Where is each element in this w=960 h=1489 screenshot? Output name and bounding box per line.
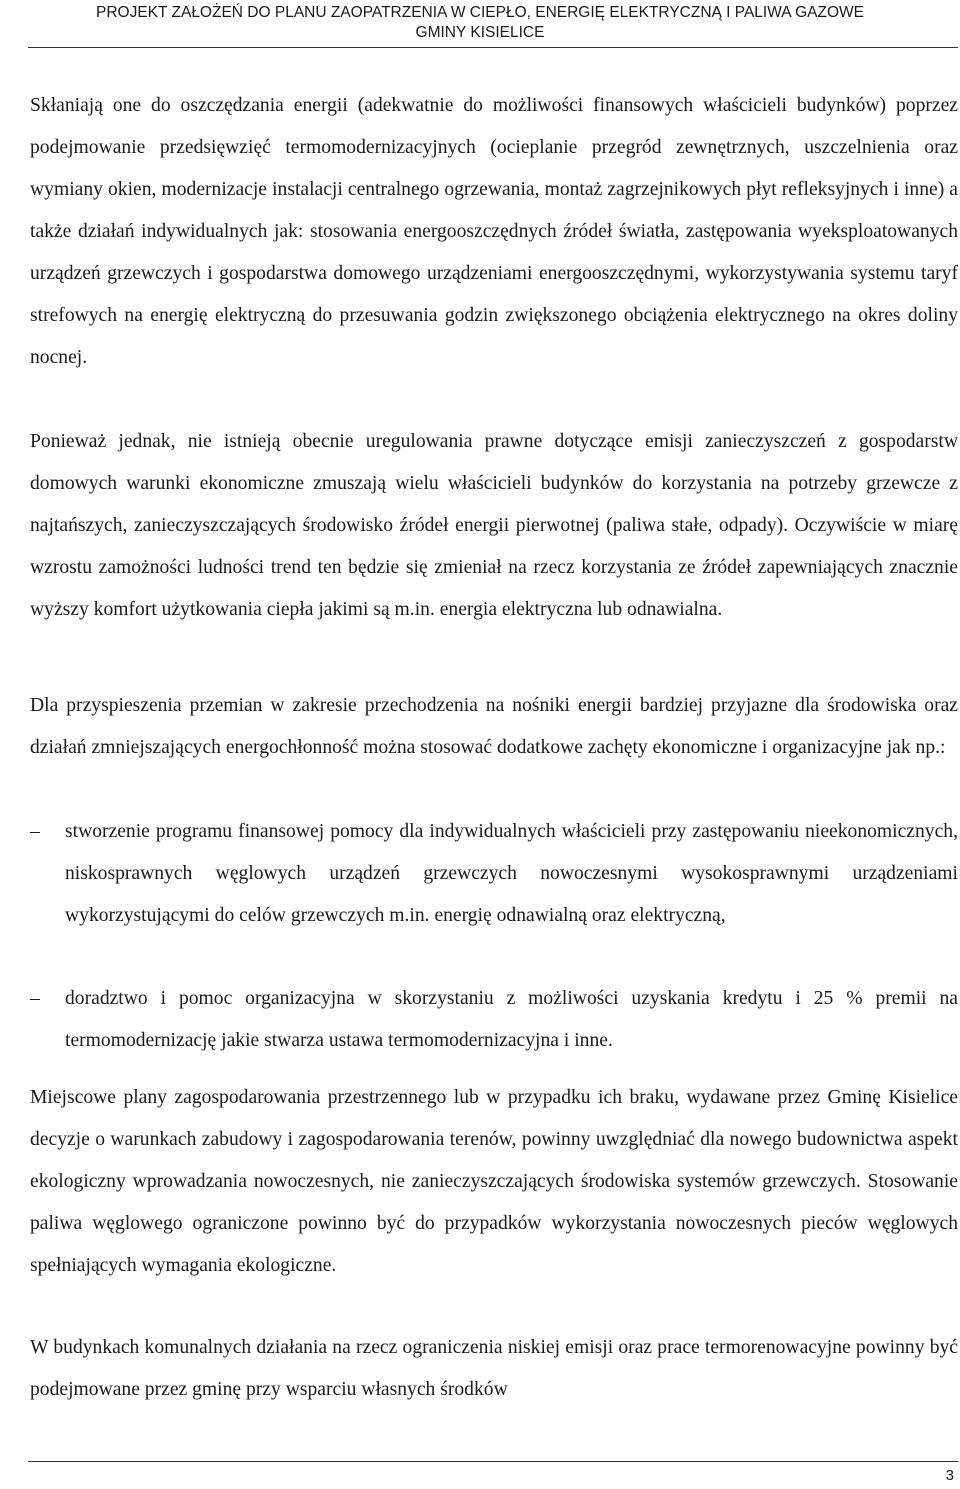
list-dash-marker: – — [30, 821, 40, 842]
list-item-text: doradztwo i pomoc organizacyjna w skorzystaniu z możliwości uzyskania kredytu i 25 % premii na termomodernizację jakie stwarza ustawa termomodernizacyjna i inne. — [65, 988, 958, 1051]
list-item — [30, 978, 958, 1062]
list-dash-marker: – — [30, 988, 40, 1009]
paragraph-1: Skłaniają one do oszczędzania energii (adekwatnie do możliwości finansowych właścicieli budynków) poprzez podejmowanie przedsięwzięć termomodernizacyjnych (ocieplanie przegród zewnętrznych, uszczelnienia oraz wymiany okien, modernizacje instalacji centralnego ogrzewania, montaż zagrzejnikowych płyt refleksyjnych i inne) a także działań indywidualnych jak: stosowania energooszczędnych źródeł światła, zastępowania wyeksploatowanych urządzeń grzewczych i gospodarstwa domowego urządzeniami energooszczędnymi, wykorzystywania systemu taryf strefowych na energię elektryczną do przesuwania godzin zwiększonego obciążenia elektrycznego na okres doliny nocnej. — [30, 95, 958, 368]
paragraph-2: Ponieważ jednak, nie istnieją obecnie uregulowania prawne dotyczące emisji zanieczyszczeń z gospodarstw domowych warunki ekonomiczne zmuszają wielu właścicieli budynków do korzystania na potrzeby grzewcze z najtańszych, zanieczyszczających środowisko źródeł energii pierwotnej (paliwa stałe, odpady). Oczywiście w miarę wzrostu zamożności ludności trend ten będzie się zmieniał na rzecz korzystania ze źródeł zapewniających znacznie wyższy komfort użytkowania ciepła jakimi są m.in. energia elektryczna lub odnawialna. — [30, 431, 958, 620]
paragraph-3: Dla przyspieszenia przemian w zakresie przechodzenia na nośniki energii bardziej przyjazne dla środowiska oraz działań zmniejszających energochłonność można stosować dodatkowe zachęty ekonomiczne i organizacyjne jak np.: — [30, 695, 958, 758]
paragraph-4: Miejscowe plany zagospodarowania przestrzennego lub w przypadku ich braku, wydawane przez Gminę Kisielice decyzje o warunkach zabudowy i zagospodarowania terenów, powinny uwzględniać dla nowego budownictwa aspekt ekologiczny wprowadzania nowoczesnych, nie zanieczyszczających środowiska systemów grzewczych. Stosowanie paliwa węglowego ograniczone powinno być do przypadków wykorzystania nowoczesnych pieców węglowych spełniających wymagania ekologiczne. — [30, 1087, 958, 1276]
header-title-line1: PROJEKT ZAŁOŻEŃ DO PLANU ZAOPATRZENIA W CIEPŁO, ENERGIĘ ELEKTRYCZNĄ I PALIWA GAZOWE — [96, 4, 864, 21]
list-item-text: stworzenie programu finansowej pomocy dla indywidualnych właścicieli przy zastępowaniu nieekonomicznych, niskosprawnych węglowych urządzeń grzewczych nowoczesnymi wysokosprawnymi urządzeniami wykorzystującymi do celów grzewczych m.in. energię odnawialną oraz elektryczną, — [65, 821, 958, 926]
page-header — [0, 3, 960, 43]
page-number: 3 — [945, 1467, 954, 1484]
list-item — [30, 811, 958, 937]
footer-divider — [28, 1461, 958, 1462]
header-title-line2: GMINY KISIELICE — [415, 24, 545, 41]
paragraph-5: W budynkach komunalnych działania na rzecz ograniczenia niskiej emisji oraz prace termorenowacyjne powinny być podejmowane przez gminę przy wsparciu własnych środków — [30, 1337, 958, 1400]
header-divider — [28, 47, 958, 48]
